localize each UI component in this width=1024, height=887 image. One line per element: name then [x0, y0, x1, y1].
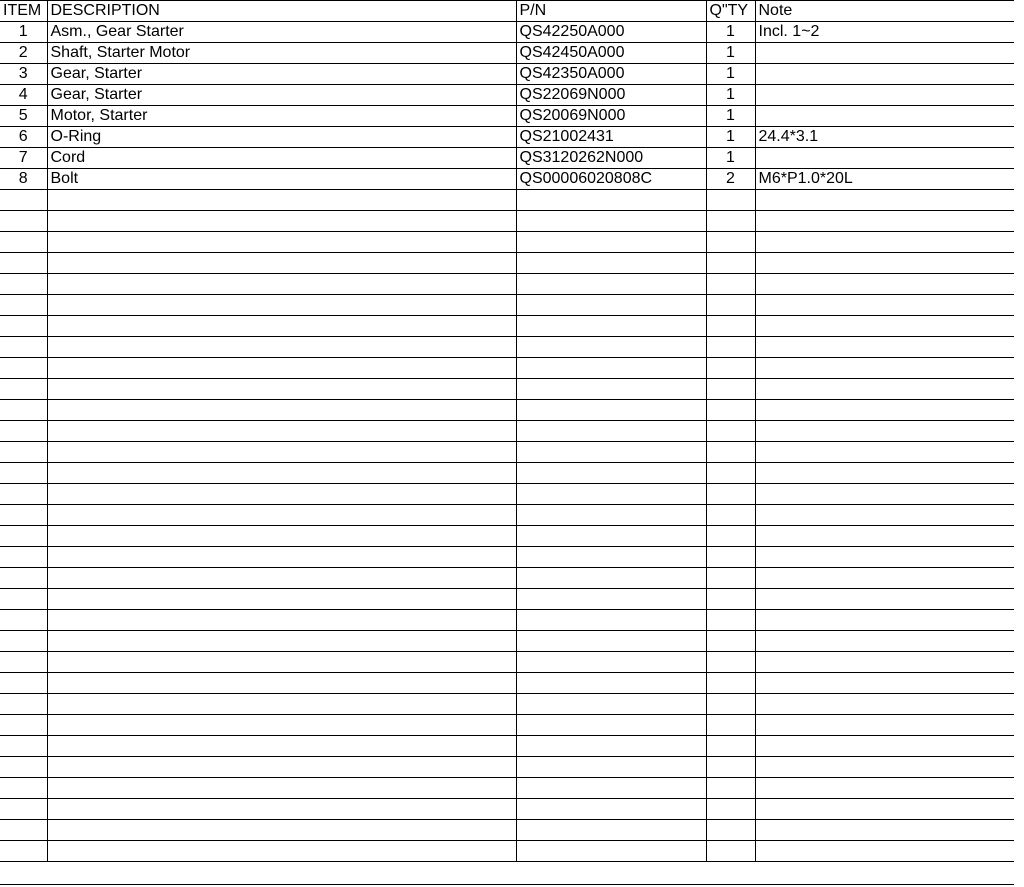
cell-qty [706, 442, 755, 463]
table-row [0, 85, 1014, 106]
cell-description [47, 568, 516, 589]
cell-description [47, 673, 516, 694]
table-row [0, 22, 1014, 43]
cell-item [0, 421, 47, 442]
cell-pn [516, 232, 706, 253]
cell-item [0, 379, 47, 400]
cell-item [0, 757, 47, 778]
cell-qty [706, 526, 755, 547]
cell-note [755, 526, 1014, 547]
cell-note [755, 43, 1014, 64]
cell-pn: QS42450A000 [516, 43, 706, 64]
cell-pn [516, 274, 706, 295]
cell-description [47, 715, 516, 736]
cell-qty [706, 547, 755, 568]
cell-qty: 1 [706, 85, 755, 106]
empty-table-row [0, 631, 1014, 652]
cell-pn [516, 820, 706, 841]
cell-item: 5 [0, 106, 47, 127]
empty-table-row [0, 589, 1014, 610]
table-row [0, 148, 1014, 169]
cell-note [755, 232, 1014, 253]
cell-item [0, 715, 47, 736]
cell-pn [516, 463, 706, 484]
cell-note [755, 253, 1014, 274]
cell-qty [706, 820, 755, 841]
cell-description: Motor, Starter [47, 106, 516, 127]
cell-description [47, 358, 516, 379]
cell-item [0, 736, 47, 757]
cell-pn [516, 694, 706, 715]
cell-pn: QS22069N000 [516, 85, 706, 106]
table-row [0, 127, 1014, 148]
empty-table-row [0, 253, 1014, 274]
cell-description [47, 547, 516, 568]
cell-description [47, 295, 516, 316]
cell-item: 2 [0, 43, 47, 64]
cell-qty: 1 [706, 127, 755, 148]
empty-table-row [0, 778, 1014, 799]
empty-table-row [0, 841, 1014, 862]
cell-description [47, 400, 516, 421]
cell-item: 3 [0, 64, 47, 85]
cell-description [47, 274, 516, 295]
table-row [0, 169, 1014, 190]
cell-description [47, 211, 516, 232]
footer-rule [0, 884, 1014, 885]
empty-table-row [0, 568, 1014, 589]
cell-item: 4 [0, 85, 47, 106]
cell-note [755, 568, 1014, 589]
cell-note [755, 505, 1014, 526]
cell-note [755, 421, 1014, 442]
cell-item: 8 [0, 169, 47, 190]
header-description: DESCRIPTION [47, 1, 516, 22]
cell-note [755, 841, 1014, 862]
cell-qty [706, 274, 755, 295]
empty-table-row [0, 463, 1014, 484]
cell-note: M6*P1.0*20L [755, 169, 1014, 190]
cell-item [0, 610, 47, 631]
cell-item [0, 295, 47, 316]
cell-note [755, 211, 1014, 232]
empty-table-row [0, 484, 1014, 505]
header-qty: Q"TY [706, 1, 755, 22]
cell-description [47, 379, 516, 400]
empty-table-row [0, 715, 1014, 736]
cell-qty [706, 673, 755, 694]
cell-note [755, 610, 1014, 631]
table-row [0, 64, 1014, 85]
empty-table-row [0, 421, 1014, 442]
cell-description [47, 757, 516, 778]
cell-note [755, 379, 1014, 400]
cell-description: O-Ring [47, 127, 516, 148]
cell-description [47, 463, 516, 484]
cell-qty: 1 [706, 64, 755, 85]
cell-description: Bolt [47, 169, 516, 190]
cell-pn [516, 400, 706, 421]
cell-item [0, 442, 47, 463]
cell-pn [516, 757, 706, 778]
cell-note [755, 106, 1014, 127]
empty-table-row [0, 505, 1014, 526]
empty-table-row [0, 232, 1014, 253]
cell-item [0, 505, 47, 526]
cell-qty [706, 568, 755, 589]
cell-qty: 1 [706, 148, 755, 169]
cell-description: Asm., Gear Starter [47, 22, 516, 43]
cell-pn [516, 526, 706, 547]
cell-description [47, 421, 516, 442]
table-row [0, 106, 1014, 127]
cell-qty [706, 799, 755, 820]
cell-qty: 2 [706, 169, 755, 190]
header-row [0, 1, 1014, 22]
cell-description [47, 610, 516, 631]
cell-pn [516, 211, 706, 232]
cell-qty [706, 337, 755, 358]
cell-qty [706, 253, 755, 274]
cell-description: Gear, Starter [47, 85, 516, 106]
cell-pn [516, 568, 706, 589]
cell-qty [706, 232, 755, 253]
empty-table-row [0, 547, 1014, 568]
empty-table-row [0, 610, 1014, 631]
cell-pn [516, 715, 706, 736]
cell-qty [706, 631, 755, 652]
cell-item [0, 358, 47, 379]
cell-item [0, 274, 47, 295]
cell-item [0, 547, 47, 568]
cell-item [0, 799, 47, 820]
cell-qty [706, 316, 755, 337]
cell-note [755, 358, 1014, 379]
header-item: ITEM [0, 1, 47, 22]
cell-description [47, 505, 516, 526]
cell-note [755, 673, 1014, 694]
cell-description [47, 232, 516, 253]
cell-item: 1 [0, 22, 47, 43]
cell-qty: 1 [706, 22, 755, 43]
empty-table-row [0, 673, 1014, 694]
cell-description [47, 778, 516, 799]
cell-pn [516, 295, 706, 316]
cell-pn: QS20069N000 [516, 106, 706, 127]
cell-pn [516, 253, 706, 274]
cell-qty [706, 736, 755, 757]
cell-item [0, 463, 47, 484]
cell-qty [706, 841, 755, 862]
cell-note [755, 799, 1014, 820]
empty-table-row [0, 337, 1014, 358]
cell-pn [516, 316, 706, 337]
empty-table-row [0, 442, 1014, 463]
cell-item [0, 778, 47, 799]
cell-note [755, 442, 1014, 463]
cell-item [0, 652, 47, 673]
cell-item [0, 568, 47, 589]
cell-description [47, 631, 516, 652]
cell-qty [706, 589, 755, 610]
cell-pn [516, 190, 706, 211]
cell-description [47, 736, 516, 757]
cell-note [755, 778, 1014, 799]
cell-qty: 1 [706, 106, 755, 127]
cell-qty [706, 715, 755, 736]
cell-item [0, 589, 47, 610]
cell-pn: QS3120262N000 [516, 148, 706, 169]
cell-pn [516, 547, 706, 568]
cell-note [755, 820, 1014, 841]
cell-note [755, 631, 1014, 652]
cell-qty [706, 694, 755, 715]
cell-item [0, 190, 47, 211]
cell-item [0, 694, 47, 715]
cell-description [47, 484, 516, 505]
cell-note: 24.4*3.1 [755, 127, 1014, 148]
cell-qty [706, 190, 755, 211]
cell-description: Cord [47, 148, 516, 169]
cell-description [47, 652, 516, 673]
cell-qty [706, 757, 755, 778]
cell-item [0, 337, 47, 358]
cell-item [0, 484, 47, 505]
cell-note [755, 64, 1014, 85]
cell-item [0, 232, 47, 253]
empty-table-row [0, 736, 1014, 757]
cell-pn: QS00006020808C [516, 169, 706, 190]
cell-note [755, 274, 1014, 295]
cell-item [0, 526, 47, 547]
cell-description [47, 190, 516, 211]
empty-table-row [0, 526, 1014, 547]
cell-pn [516, 841, 706, 862]
cell-item [0, 211, 47, 232]
empty-table-row [0, 316, 1014, 337]
cell-description [47, 526, 516, 547]
cell-note [755, 547, 1014, 568]
cell-pn [516, 778, 706, 799]
header-note: Note [755, 1, 1014, 22]
empty-table-row [0, 379, 1014, 400]
empty-table-row [0, 190, 1014, 211]
cell-item [0, 820, 47, 841]
cell-item [0, 400, 47, 421]
cell-qty [706, 652, 755, 673]
cell-item [0, 253, 47, 274]
cell-pn [516, 736, 706, 757]
cell-pn [516, 442, 706, 463]
cell-item [0, 841, 47, 862]
cell-item: 7 [0, 148, 47, 169]
cell-description: Gear, Starter [47, 64, 516, 85]
cell-note [755, 484, 1014, 505]
cell-qty [706, 421, 755, 442]
cell-pn: QS42250A000 [516, 22, 706, 43]
cell-qty [706, 463, 755, 484]
cell-note [755, 400, 1014, 421]
cell-description [47, 589, 516, 610]
cell-qty [706, 610, 755, 631]
empty-table-row [0, 295, 1014, 316]
cell-qty [706, 211, 755, 232]
cell-note [755, 757, 1014, 778]
cell-note [755, 736, 1014, 757]
cell-pn [516, 673, 706, 694]
cell-pn [516, 421, 706, 442]
cell-pn [516, 379, 706, 400]
cell-pn: QS42350A000 [516, 64, 706, 85]
cell-description [47, 316, 516, 337]
cell-description [47, 694, 516, 715]
cell-note [755, 316, 1014, 337]
cell-pn [516, 484, 706, 505]
cell-pn [516, 652, 706, 673]
cell-qty [706, 778, 755, 799]
cell-note [755, 589, 1014, 610]
cell-qty [706, 295, 755, 316]
cell-pn [516, 358, 706, 379]
empty-table-row [0, 274, 1014, 295]
cell-note [755, 652, 1014, 673]
cell-pn [516, 631, 706, 652]
empty-table-row [0, 799, 1014, 820]
cell-description [47, 253, 516, 274]
parts-list-body [0, 22, 1014, 862]
cell-pn: QS21002431 [516, 127, 706, 148]
cell-pn [516, 589, 706, 610]
cell-qty [706, 505, 755, 526]
table-row [0, 43, 1014, 64]
cell-note [755, 463, 1014, 484]
cell-item [0, 631, 47, 652]
cell-description [47, 442, 516, 463]
cell-description [47, 337, 516, 358]
cell-item [0, 673, 47, 694]
empty-table-row [0, 694, 1014, 715]
cell-qty [706, 379, 755, 400]
cell-description: Shaft, Starter Motor [47, 43, 516, 64]
cell-note [755, 694, 1014, 715]
cell-note [755, 337, 1014, 358]
empty-table-row [0, 400, 1014, 421]
cell-qty [706, 400, 755, 421]
cell-item: 6 [0, 127, 47, 148]
empty-table-row [0, 820, 1014, 841]
cell-qty [706, 484, 755, 505]
cell-note: Incl. 1~2 [755, 22, 1014, 43]
cell-qty: 1 [706, 43, 755, 64]
cell-description [47, 841, 516, 862]
cell-pn [516, 337, 706, 358]
empty-table-row [0, 358, 1014, 379]
cell-pn [516, 610, 706, 631]
cell-pn [516, 505, 706, 526]
cell-pn [516, 799, 706, 820]
cell-note [755, 295, 1014, 316]
cell-note [755, 715, 1014, 736]
cell-note [755, 85, 1014, 106]
cell-description [47, 799, 516, 820]
header-pn: P/N [516, 1, 706, 22]
cell-note [755, 148, 1014, 169]
cell-qty [706, 358, 755, 379]
cell-note [755, 190, 1014, 211]
cell-description [47, 820, 516, 841]
empty-table-row [0, 652, 1014, 673]
empty-table-row [0, 211, 1014, 232]
cell-item [0, 316, 47, 337]
empty-table-row [0, 757, 1014, 778]
